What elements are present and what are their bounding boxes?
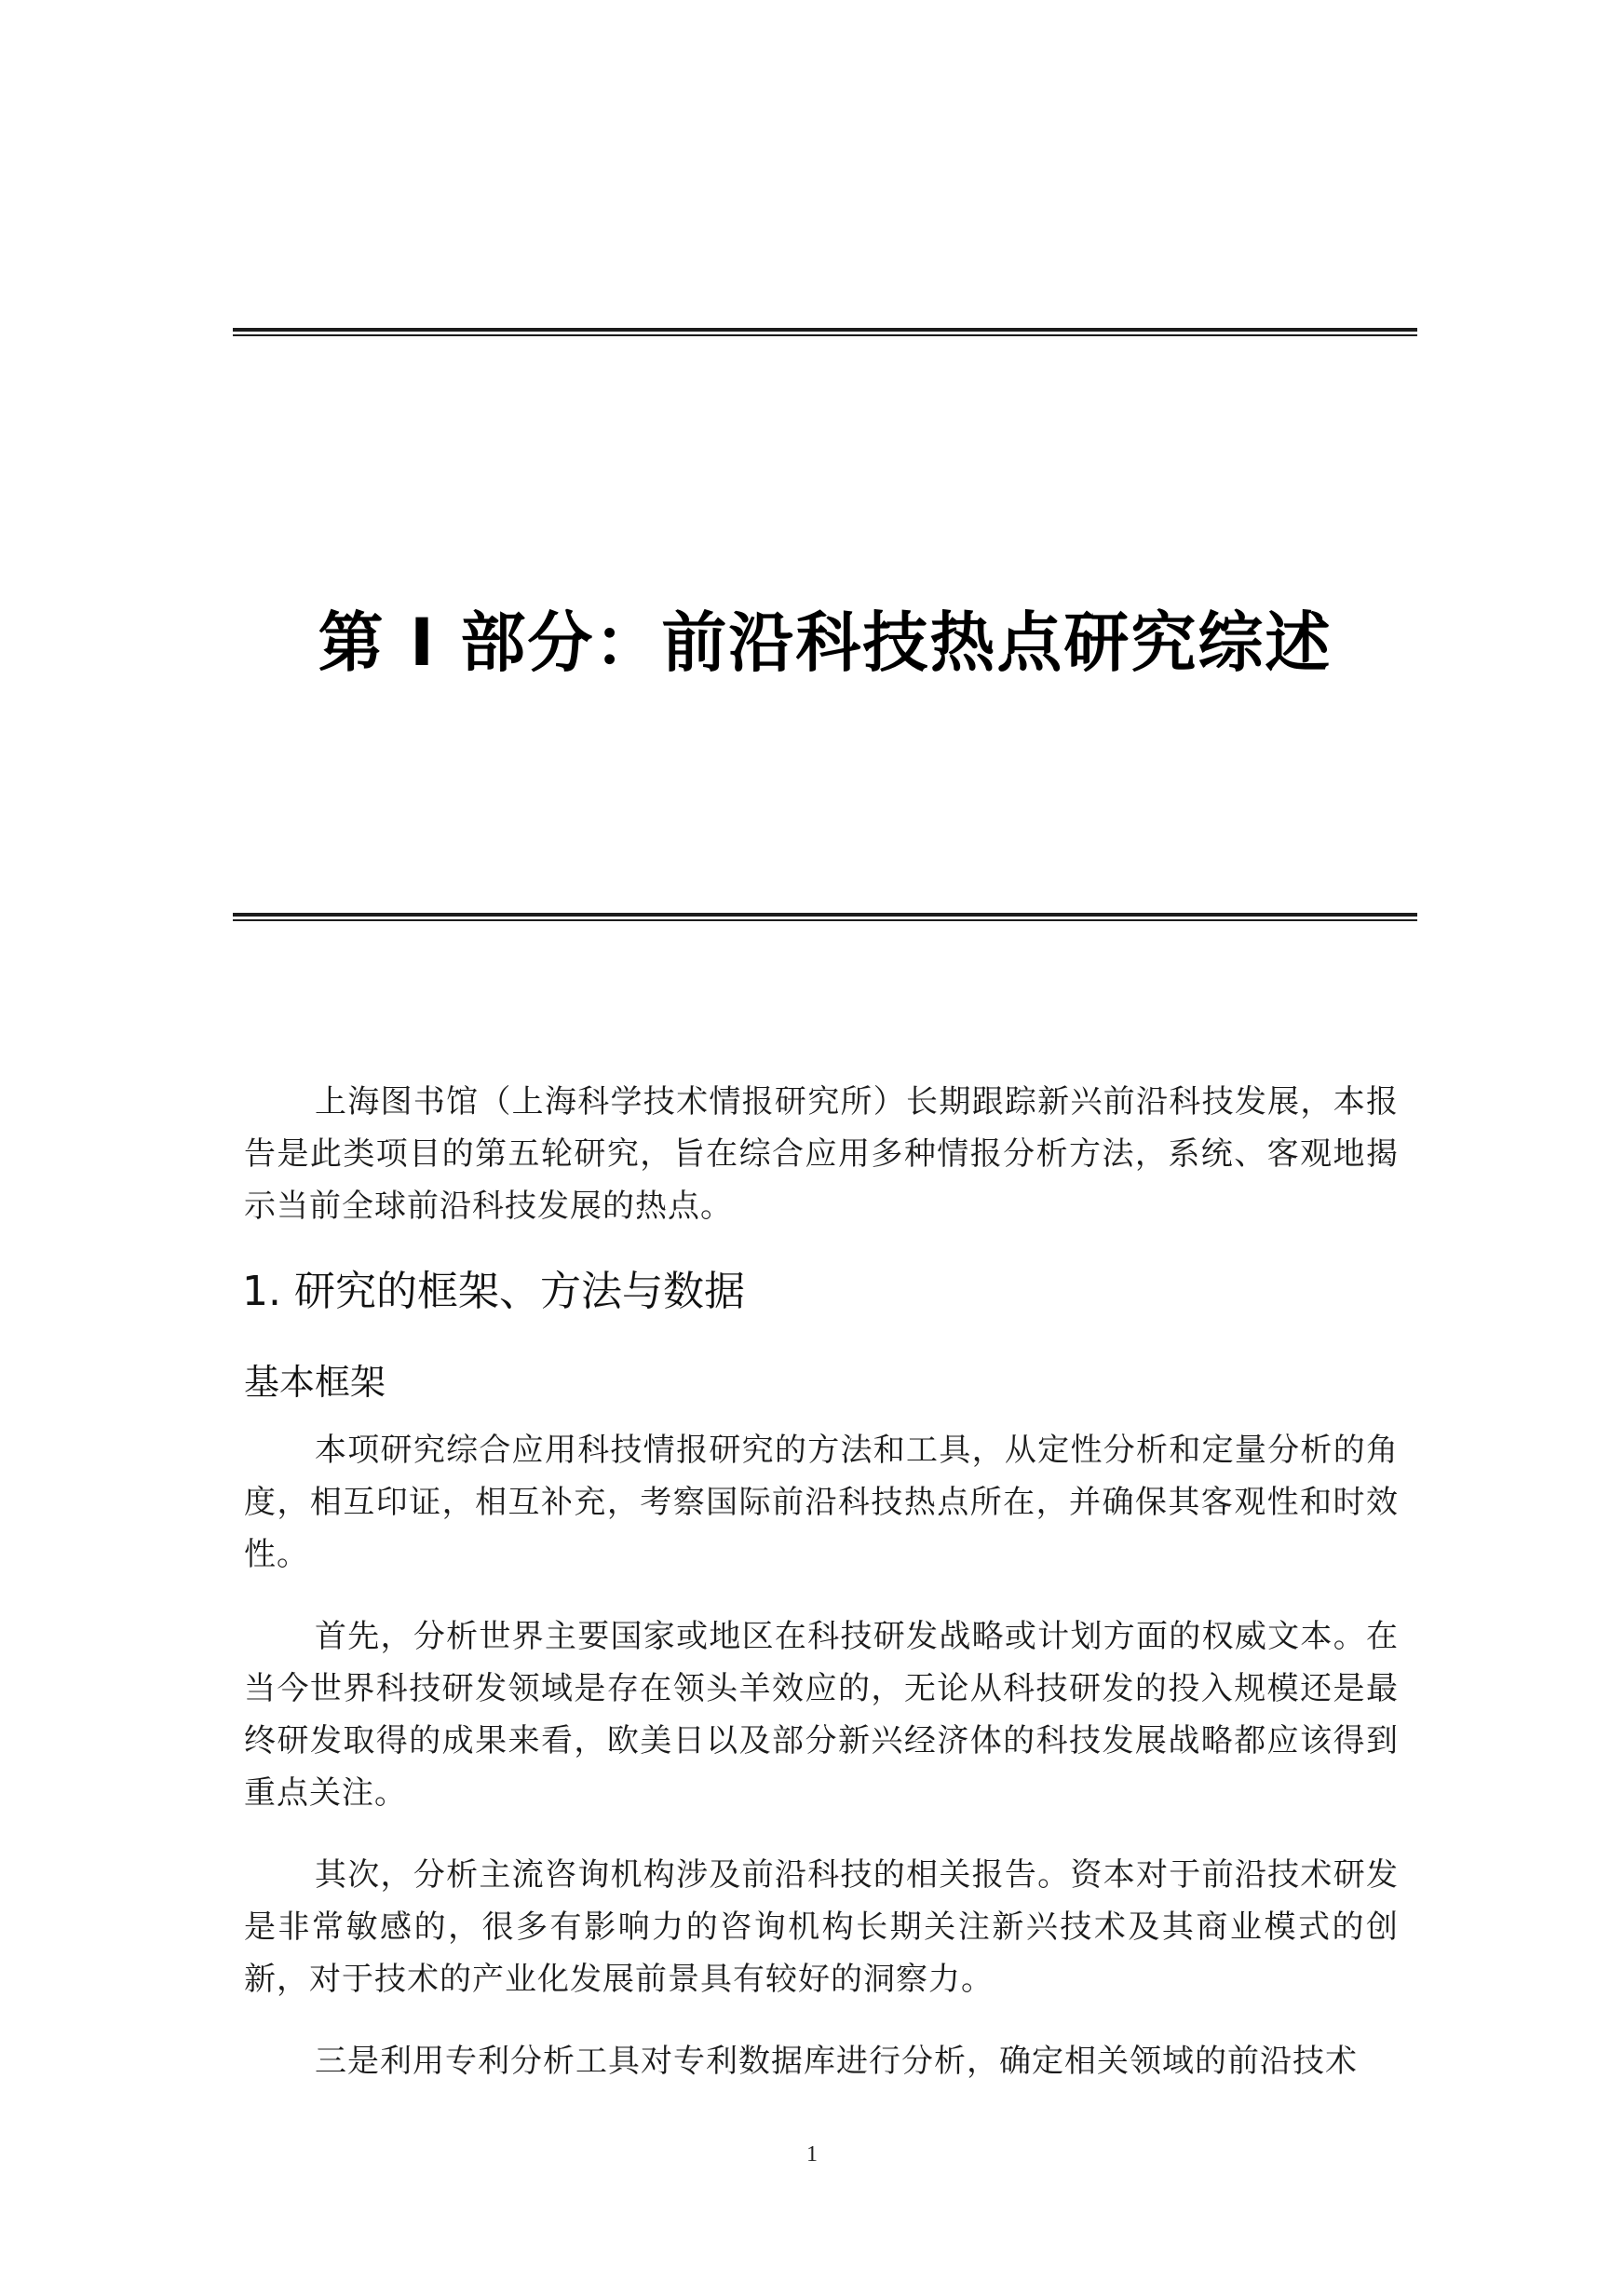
- section-heading: 1. 研究的框架、方法与数据: [242, 1268, 745, 1315]
- part-title: 第 I 部分：前沿科技热点研究综述: [318, 604, 1333, 681]
- bottom-double-rule: [233, 913, 1417, 921]
- body-paragraph: 本项研究综合应用科技情报研究的方法和工具，从定性分析和定量分析的角度，相互印证，相互补充，考察国际前沿科技热点所在，并确保其客观性和时效性。: [244, 1432, 1399, 1573]
- page-number: 1: [806, 2142, 818, 2167]
- intro-paragraph: 上海图书馆（上海科学技术情报研究所）长期跟踪新兴前沿科技发展，本报告是此类项目的第五轮研究，旨在综合应用多种情报分析方法，系统、客观地揭示当前全球前沿科技发展的热点。: [244, 1083, 1399, 1225]
- top-double-rule: [233, 328, 1417, 336]
- body-paragraph: 首先，分析世界主要国家或地区在科技研发战略或计划方面的权威文本。在当今世界科技研发领域是存在领头羊效应的，无论从科技研发的投入规模还是最终研发取得的成果来看，欧美日以及部分新兴经济体的科技发展战略都应该得到重点关注。: [244, 1618, 1399, 1812]
- body-content: [244, 1076, 1399, 2117]
- subsection-heading: 基本框架: [244, 1362, 386, 1403]
- body-paragraph: 三是利用专利分析工具对专利数据库进行分析，确定相关领域的前沿技术: [315, 2043, 1358, 2080]
- body-paragraph: 其次，分析主流咨询机构涉及前沿科技的相关报告。资本对于前沿技术研发是非常敏感的，很多有影响力的咨询机构长期关注新兴技术及其商业模式的创新，对于技术的产业化发展前景具有较好的洞察力。: [244, 1856, 1399, 1998]
